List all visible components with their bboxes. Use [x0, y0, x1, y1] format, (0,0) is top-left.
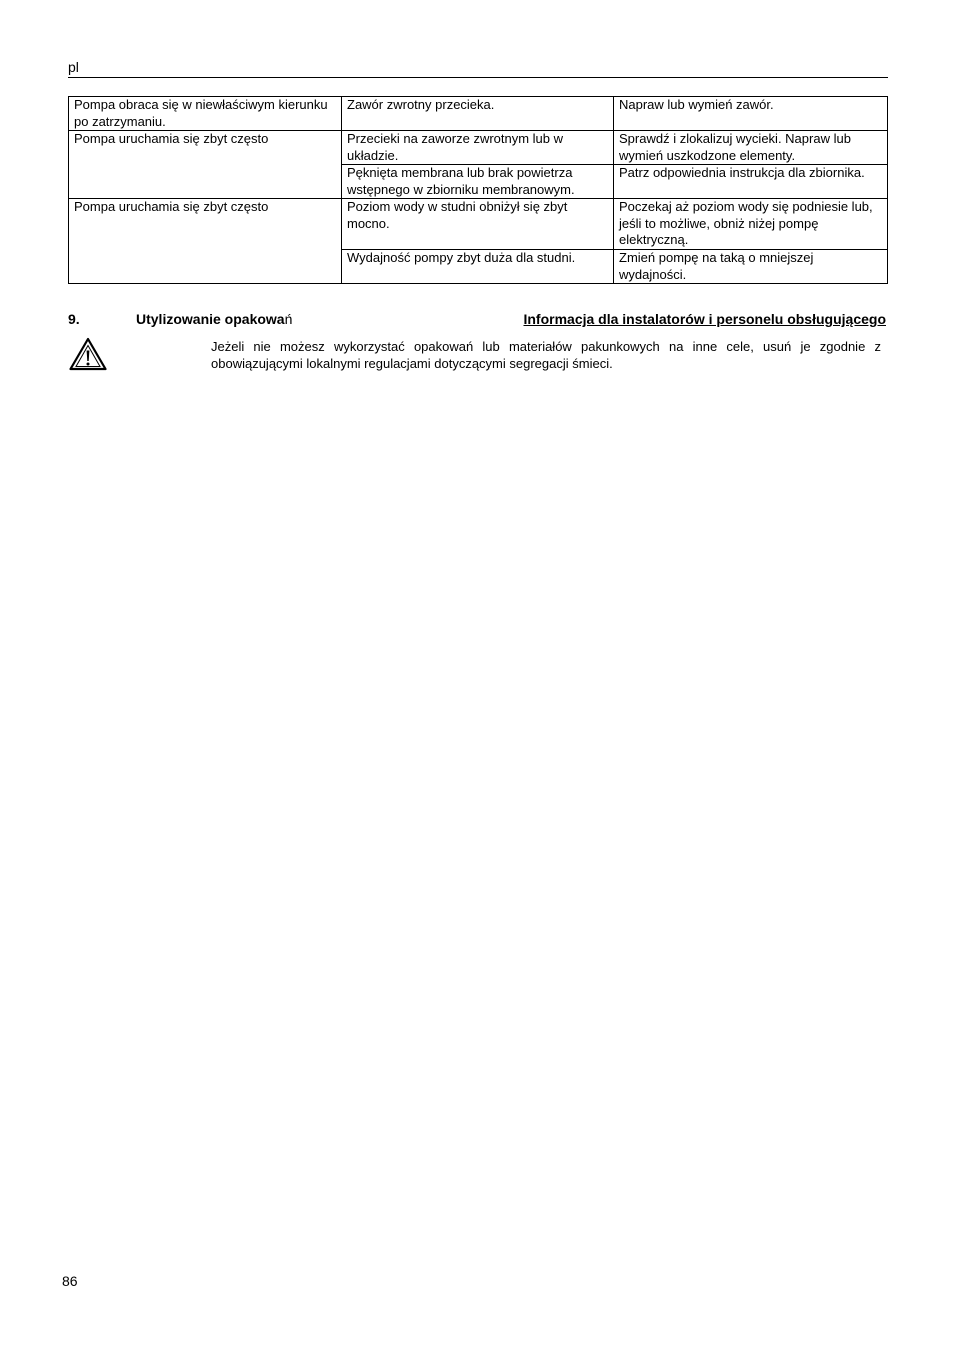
header-rule — [68, 77, 888, 78]
table-row — [69, 97, 888, 131]
table-row — [69, 199, 888, 250]
cause-cell: Pęknięta membrana lub brak powietrza wstępnego w zbiorniku membranowym. — [342, 165, 614, 199]
cause-cell: Poziom wody w studni obniżył się zbyt mocno. — [342, 199, 614, 250]
section-title-text: Utylizowanie opakowa — [136, 311, 285, 327]
section-title — [136, 311, 292, 327]
page-number: 86 — [62, 1273, 78, 1289]
section-number: 9. — [68, 311, 80, 327]
troubleshooting-table — [68, 96, 888, 284]
problem-cell: Pompa uruchamia się zbyt często — [69, 199, 342, 284]
remedy-cell: Zmień pompę na taką o mniejszej wydajności. — [614, 250, 888, 284]
problem-cell: Pompa uruchamia się zbyt często — [69, 131, 342, 199]
section-audience-note: Informacja dla instalatorów i personelu obsługującego — [523, 311, 886, 327]
cause-cell: Wydajność pompy zbyt duża dla studni. — [342, 250, 614, 284]
remedy-cell: Patrz odpowiednia instrukcja dla zbiornika. — [614, 165, 888, 199]
language-code: pl — [68, 59, 79, 75]
disposal-note: Jeżeli nie możesz wykorzystać opakowań lub materiałów pakunkowych na inne cele, usuń je zgodnie z obowiązującymi lokalnymi regulacjami dotyczącymi segregacji śmieci. — [211, 339, 881, 371]
warning-triangle-icon — [69, 337, 107, 371]
problem-cell: Pompa obraca się w niewłaściwym kierunku po zatrzymaniu. — [69, 97, 342, 131]
table-row — [69, 131, 888, 165]
remedy-cell: Napraw lub wymień zawór. — [614, 97, 888, 131]
remedy-cell: Sprawdź i zlokalizuj wycieki. Napraw lub wymień uszkodzone elementy. — [614, 131, 888, 165]
remedy-cell: Poczekaj aż poziom wody się podniesie lub, jeśli to możliwe, obniż niżej pompę elektryczną. — [614, 199, 888, 250]
cause-cell: Zawór zwrotny przecieka. — [342, 97, 614, 131]
cause-cell: Przecieki na zaworze zwrotnym lub w układzie. — [342, 131, 614, 165]
section-title-tail: ń — [284, 311, 293, 327]
